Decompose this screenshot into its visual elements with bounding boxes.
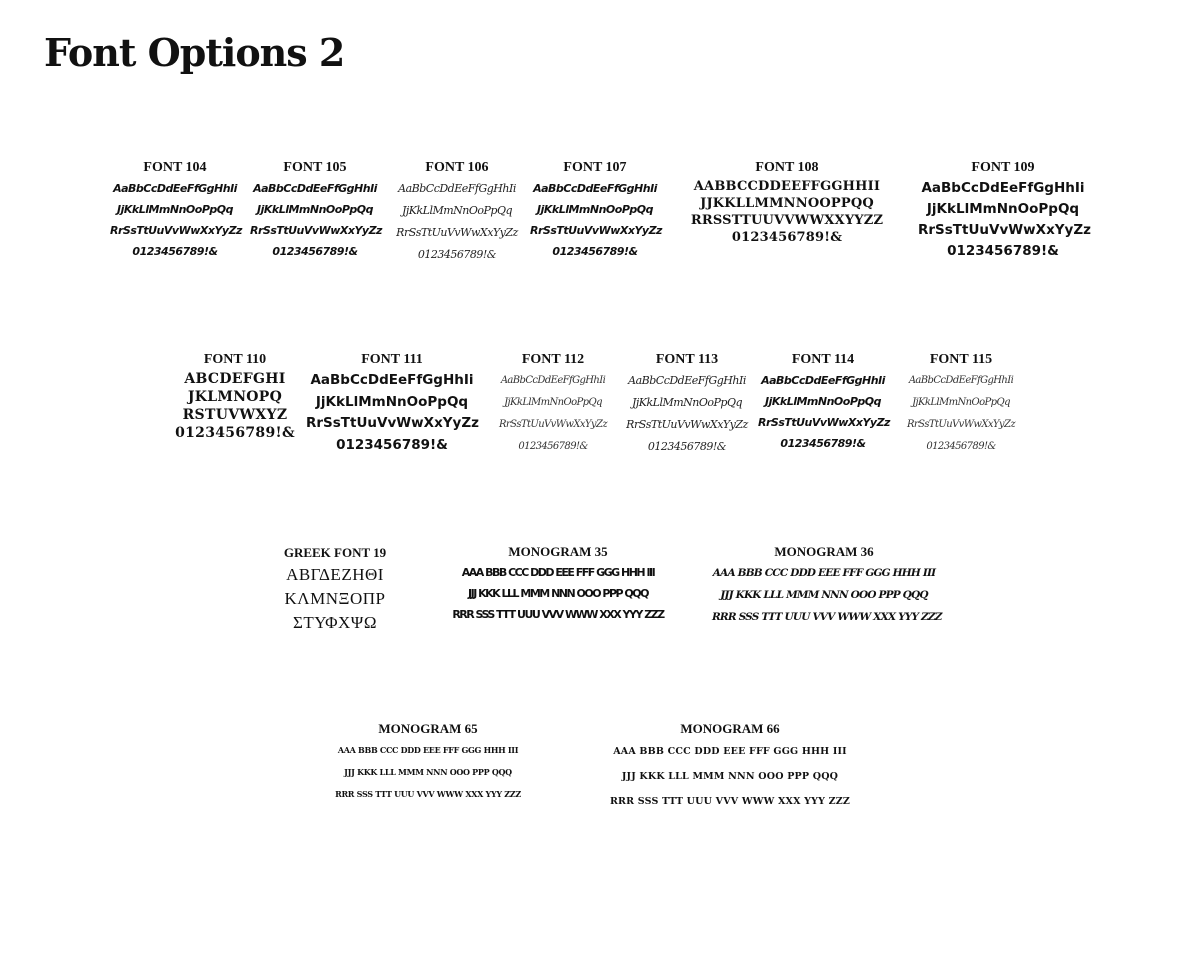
font-113-line-3: RrSsTtUuVvWwXxYyZz: [626, 418, 748, 431]
font-107-name: FONT 107: [563, 160, 627, 175]
monogram-36-line-3: RRR SSS TTT UUU VVV WWW XXX YYY ZZZ: [712, 611, 942, 623]
monogram-35-line-3: RRR SSS TTT UUU VVV WWW XXX YYY ZZZ: [452, 608, 664, 621]
greek-font-19-line-3: ΣΤΥΦΧΨΩ: [292, 613, 377, 632]
greek-font-19-line-2: ΚΛΜΝΞΟΠΡ: [284, 589, 386, 608]
font-106-line-4: 0123456789!&: [417, 248, 497, 261]
greek-font-19-sample: [270, 545, 400, 635]
font-112-line-1: AaBbCcDdEeFfGgHhIi: [500, 375, 606, 386]
monogram-35-sample: [440, 544, 676, 625]
font-115-line-1: AaBbCcDdEeFfGgHhIi: [908, 375, 1014, 386]
font-111-line-2: JjKkLlMmNnOoPpQq: [315, 393, 469, 410]
font-105-line-2: JjKkLlMmNnOoPpQq: [257, 203, 373, 216]
monogram-66-line-2: JJJ KKK LLL MMM NNN OOO PPP QQQ: [621, 771, 839, 782]
font-110-line-4: 0123456789!&: [175, 425, 295, 441]
font-109-name: FONT 109: [971, 160, 1035, 175]
font-109-line-4: 0123456789!&: [947, 243, 1059, 259]
font-114-line-4: 0123456789!&: [780, 437, 866, 450]
monogram-36-line-1: AAA BBB CCC DDD EEE FFF GGG HHH III: [712, 567, 936, 579]
monogram-66-line-3: RRR SSS TTT UUU VVV WWW XXX YYY ZZZ: [609, 796, 851, 807]
font-114-sample: [758, 352, 888, 454]
font-112-line-3: RrSsTtUuVvWwXxYyZz: [499, 419, 607, 430]
monogram-66-name: MONOGRAM 66: [680, 721, 780, 736]
font-108-line-1: AABBCCDDEEFFGGHHII: [693, 179, 881, 194]
monogram-65-sample: [316, 721, 540, 805]
monogram-36-name: MONOGRAM 36: [774, 544, 874, 559]
font-107-sample: [530, 160, 660, 262]
monogram-65-line-2: JJJ KKK LLL MMM NNN OOO PPP QQQ: [344, 767, 512, 777]
monogram-35-line-1: AAA BBB CCC DDD EEE FFF GGG HHH III: [461, 566, 655, 579]
font-104-line-1: AaBbCcDdEeFfGgHhIi: [113, 182, 237, 195]
font-113-line-1: AaBbCcDdEeFfGgHhIi: [628, 374, 746, 387]
font-105-line-1: AaBbCcDdEeFfGgHhIi: [253, 182, 377, 195]
font-108-line-2: JJKKLLMMNNOOPPQQ: [700, 196, 874, 211]
font-111-sample: [306, 352, 478, 456]
monogram-65-line-3: RRR SSS TTT UUU VVV WWW XXX YYY ZZZ: [335, 789, 521, 799]
font-109-line-3: RrSsTtUuVvWwXxYyZz: [918, 222, 1091, 238]
font-110-line-1: ABCDEFGHI: [184, 371, 286, 387]
font-111-line-4: 0123456789!&: [336, 436, 448, 453]
font-107-line-1: AaBbCcDdEeFfGgHhIi: [533, 182, 657, 195]
font-109-line-2: JjKkLlMmNnOoPpQq: [926, 201, 1080, 217]
font-108-name: FONT 108: [755, 160, 819, 175]
font-108-line-4: 0123456789!&: [731, 230, 843, 245]
font-110-line-2: JKLMNOPQ: [187, 389, 283, 405]
font-113-line-2: JjKkLlMmNnOoPpQq: [631, 396, 743, 409]
font-107-line-2: JjKkLlMmNnOoPpQq: [537, 203, 653, 216]
font-104-sample: [110, 160, 240, 262]
font-115-line-3: RrSsTtUuVvWwXxYyZz: [907, 419, 1015, 430]
font-111-line-3: RrSsTtUuVvWwXxYyZz: [306, 415, 479, 431]
font-104-line-4: 0123456789!&: [132, 245, 218, 258]
monogram-35-line-2: JJJ KKK LLL MMM NNN OOO PPP QQQ: [468, 587, 648, 600]
font-113-sample: [624, 352, 750, 458]
monogram-36-sample: [712, 544, 942, 628]
font-104-line-2: JjKkLlMmNnOoPpQq: [117, 203, 233, 216]
font-112-name: FONT 112: [521, 352, 585, 367]
monogram-35-name: MONOGRAM 35: [508, 544, 608, 559]
monogram-66-line-1: AAA BBB CCC DDD EEE FFF GGG HHH III: [613, 746, 847, 757]
font-112-sample: [490, 352, 616, 458]
monogram-36-line-2: JJJ KKK LLL MMM NNN OOO PPP QQQ: [720, 589, 928, 601]
font-106-line-2: JjKkLlMmNnOoPpQq: [401, 204, 513, 217]
font-115-line-2: JjKkLlMmNnOoPpQq: [912, 397, 1010, 408]
monogram-66-sample: [572, 721, 888, 814]
font-114-name: FONT 114: [791, 352, 855, 367]
font-104-name: FONT 104: [143, 160, 207, 175]
font-111-line-1: AaBbCcDdEeFfGgHhIi: [310, 372, 474, 388]
font-109-line-1: AaBbCcDdEeFfGgHhIi: [921, 180, 1085, 196]
font-115-sample: [898, 352, 1024, 458]
font-114-line-1: AaBbCcDdEeFfGgHhIi: [761, 374, 885, 387]
font-106-name: FONT 106: [425, 160, 489, 175]
font-109-sample: [918, 160, 1091, 262]
font-115-line-4: 0123456789!&: [926, 441, 996, 452]
font-104-line-3: RrSsTtUuVvWwXxYyZz: [110, 224, 242, 237]
monogram-65-line-1: AAA BBB CCC DDD EEE FFF GGG HHH III: [337, 745, 519, 755]
font-112-line-2: JjKkLlMmNnOoPpQq: [504, 397, 602, 408]
font-108-sample: [672, 160, 902, 246]
font-108-line-3: RRSSTTUUVVWWXXYYZZ: [690, 213, 884, 228]
font-110-line-3: RSTUVWXYZ: [182, 407, 288, 423]
font-106-line-1: AaBbCcDdEeFfGgHhIi: [398, 182, 516, 195]
font-113-line-4: 0123456789!&: [647, 440, 727, 453]
greek-font-19-name: GREEK FONT 19: [283, 545, 387, 560]
font-114-line-3: RrSsTtUuVvWwXxYyZz: [758, 416, 890, 429]
font-113-name: FONT 113: [655, 352, 719, 367]
font-107-line-4: 0123456789!&: [552, 245, 638, 258]
greek-font-19-line-1: ΑΒΓΔΕΖΗΘΙ: [286, 565, 384, 584]
font-107-line-3: RrSsTtUuVvWwXxYyZz: [530, 224, 662, 237]
font-105-line-3: RrSsTtUuVvWwXxYyZz: [250, 224, 382, 237]
font-105-name: FONT 105: [283, 160, 347, 175]
font-106-line-3: RrSsTtUuVvWwXxYyZz: [396, 226, 518, 239]
font-111-name: FONT 111: [361, 352, 423, 367]
font-105-line-4: 0123456789!&: [272, 245, 358, 258]
page-title: Font Options 2: [44, 30, 345, 75]
font-110-name: FONT 110: [203, 352, 267, 367]
font-114-line-2: JjKkLlMmNnOoPpQq: [765, 395, 881, 408]
font-112-line-4: 0123456789!&: [518, 441, 588, 452]
font-115-name: FONT 115: [929, 352, 993, 367]
font-110-sample: [170, 352, 300, 442]
font-106-sample: [392, 160, 522, 266]
font-105-sample: [250, 160, 380, 262]
monogram-65-name: MONOGRAM 65: [378, 721, 478, 736]
